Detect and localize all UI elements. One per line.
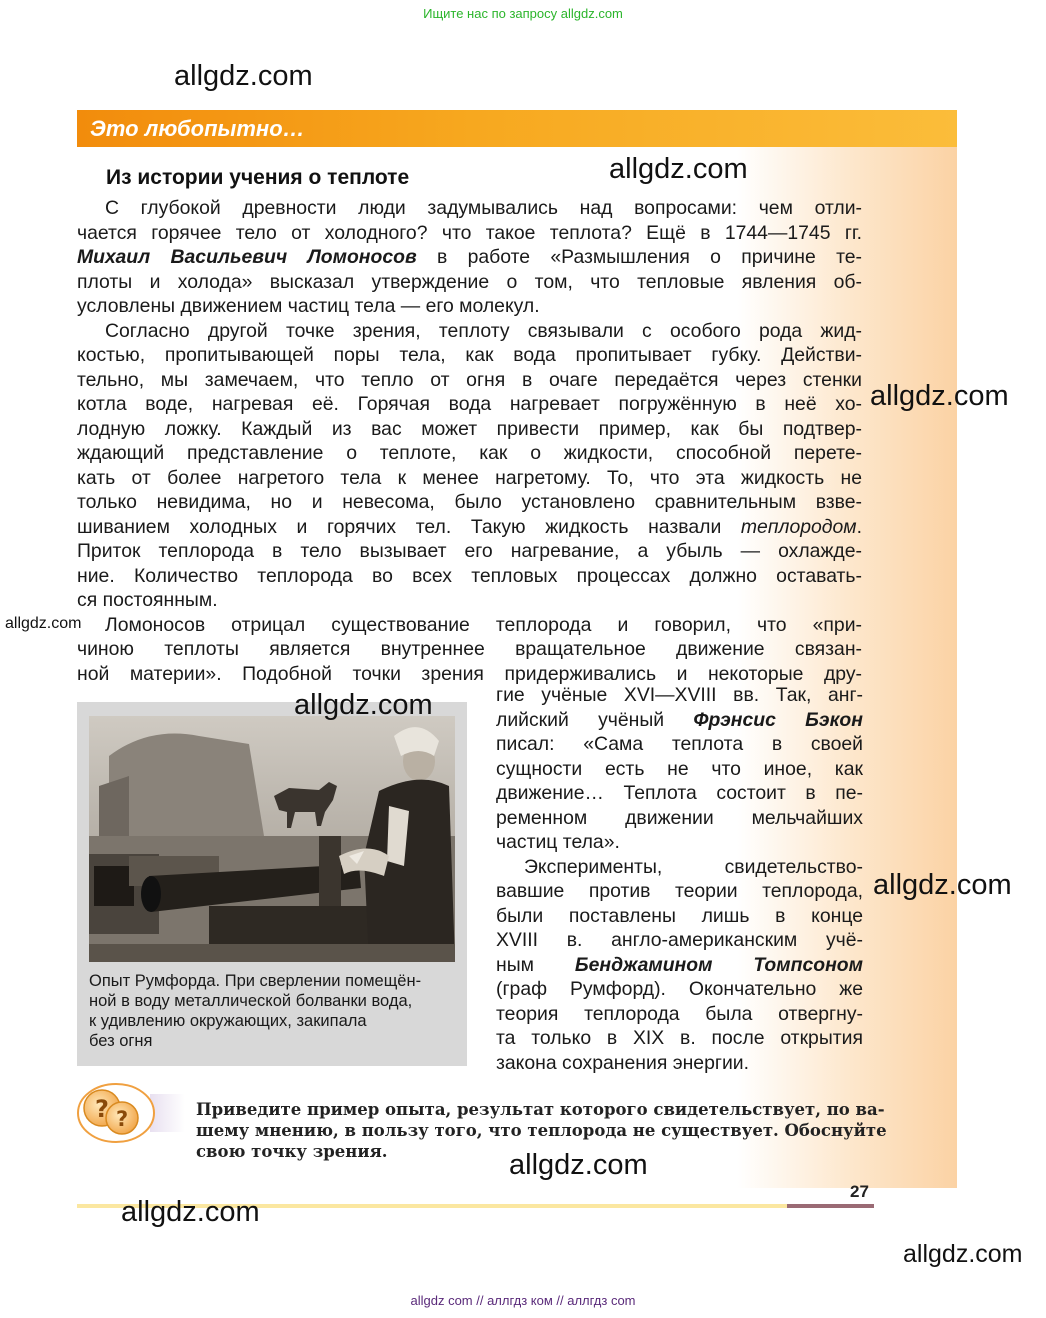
text-run: . xyxy=(856,515,862,538)
main-text xyxy=(77,196,862,686)
text-run: шиванием холодных и горячих тел. Такую жидкость назвали xyxy=(77,515,741,538)
text-run: лодную ложку. Каждый из вас может привести пример, как бы подтвер- xyxy=(77,417,862,440)
text-run: Эксперименты, свидетельство- xyxy=(524,855,863,878)
text-run: ся постоянным. xyxy=(77,589,218,611)
watermark: allgdz.com xyxy=(903,1240,1023,1268)
text-run: гие учёные XVI—XVIII вв. Так, анг- xyxy=(496,684,863,706)
text-run: Приток теплорода в тело вызывает его нагревание, а убыль — охлажде- xyxy=(77,540,862,562)
text-run: были поставлены лишь в конце xyxy=(496,904,863,927)
text-line xyxy=(496,830,863,855)
text-line xyxy=(496,855,863,880)
text-run: движение… Теплота состоит в пе- xyxy=(496,782,863,804)
text-line: Опыт Румфорда. При сверлении помещён- xyxy=(89,972,422,990)
text-line xyxy=(77,564,862,589)
text-run: сущности есть не что иное, как xyxy=(496,757,863,780)
bold-name: Михаил Васильевич Ломоносов xyxy=(77,246,417,268)
text-line: Приведите пример опыта, результат которого свидетельствует, по ва- xyxy=(196,1100,885,1119)
text-line xyxy=(77,490,862,515)
header-title: Это любопытно… xyxy=(90,116,305,141)
text-line xyxy=(496,1026,863,1051)
text-run: чается горячее тело от холодного? что такое теплота? Ещё в 1744—1745 гг. xyxy=(77,221,862,244)
text-line xyxy=(77,343,862,368)
text-line xyxy=(496,806,863,831)
text-line xyxy=(496,781,863,806)
text-run: Ломоносов отрицал существование теплорода и говорил, что «при- xyxy=(105,613,862,636)
text-run: в работе «Размышления о причине те- xyxy=(416,246,862,268)
text-run: плоты и холода» высказал утверждение о том, что тепловые явления об- xyxy=(77,270,862,293)
svg-text:?: ? xyxy=(116,1107,129,1131)
text-line: шему мнению, в пользу того, что теплорода не существует. Обоснуйте xyxy=(196,1121,887,1140)
text-line xyxy=(496,928,863,953)
text-line xyxy=(77,270,862,295)
text-run: та только в XIX в. после открытия xyxy=(496,1027,863,1049)
text-line xyxy=(77,613,862,638)
text-line xyxy=(77,392,862,417)
text-run: кать от более нагретого тела к менее нагретому. То, что эта жидкость не xyxy=(77,466,862,489)
text-run: писал: «Сама теплота в своей xyxy=(496,733,863,755)
text-run: вавшие против теории теплорода, xyxy=(496,880,863,902)
text-run: ным xyxy=(496,953,575,976)
text-run: лийский учёный xyxy=(496,708,694,731)
text-line xyxy=(496,683,863,708)
watermark: allgdz.com xyxy=(870,380,1009,412)
watermark: allgdz.com xyxy=(5,615,82,632)
text-line xyxy=(496,953,863,978)
text-run: теория теплорода была отвергну- xyxy=(496,1002,863,1025)
text-run: ременном движении мельчайших xyxy=(496,806,863,829)
text-run: XVIII в. англо-американским учё- xyxy=(496,929,863,951)
watermark: allgdz.com xyxy=(294,689,433,721)
text-run: закона сохранения энергии. xyxy=(496,1051,749,1074)
text-run: С глубокой древности люди задумывались над вопросами: чем отли- xyxy=(105,197,862,219)
text-line: ной в воду металлической болванки вода, xyxy=(89,992,413,1010)
text-line xyxy=(77,368,862,393)
text-run: ние. Количество теплорода во всех тепловых процессах должно оставать- xyxy=(77,564,862,587)
text-line xyxy=(496,879,863,904)
watermark: allgdz.com xyxy=(509,1149,648,1181)
text-line: свою точку зрения. xyxy=(196,1142,388,1161)
text-line xyxy=(77,417,862,442)
text-line xyxy=(496,1002,863,1027)
footer-line-accent xyxy=(787,1204,874,1208)
text-run: ждающий представление о теплоте, как о жидкости, способной перете- xyxy=(77,442,862,464)
top-banner: Ищите нас по запросу allgdz.com xyxy=(423,6,623,21)
bottom-banner: allgdz com // аллгдз ком // аллгдз com xyxy=(410,1293,636,1308)
text-run: только невидима, но и невесома, было установлено сравнительным взве- xyxy=(77,491,862,513)
text-line xyxy=(496,708,863,733)
text-line xyxy=(496,757,863,782)
text-line: к удивлению окружающих, закипала xyxy=(89,1012,367,1030)
text-line xyxy=(77,588,862,613)
text-line xyxy=(77,515,862,540)
svg-text:?: ? xyxy=(95,1095,109,1123)
text-line xyxy=(77,196,862,221)
watermark: allgdz.com xyxy=(174,60,313,92)
watermark: allgdz.com xyxy=(609,153,748,185)
bold-name: Фрэнсис Бэкон xyxy=(693,708,863,731)
text-line xyxy=(496,977,863,1002)
question-icon xyxy=(76,1082,158,1144)
text-line xyxy=(77,441,862,466)
text-run: котла воде, нагревая её. Горячая вода нагревает погружённую в неё хо- xyxy=(77,393,862,415)
text-run: Согласно другой точке зрения, теплоту связывали с особого рода жид- xyxy=(105,319,862,342)
text-line: без огня xyxy=(89,1032,153,1050)
text-run: тельно, мы замечаем, что тепло от огня в очаге передаётся через стенки xyxy=(77,368,862,391)
text-run: (граф Румфорд). Окончательно же xyxy=(496,978,863,1000)
rumford-experiment-illustration xyxy=(89,716,455,962)
text-run: ной материи». Подобной точки зрения придерживались и некоторые дру- xyxy=(77,662,862,685)
text-line xyxy=(77,539,862,564)
text-line xyxy=(77,294,862,319)
text-line xyxy=(77,319,862,344)
text-run: чиною теплоты является внутреннее вращательное движение связан- xyxy=(77,638,862,660)
text-line xyxy=(496,732,863,757)
watermark: allgdz.com xyxy=(121,1196,260,1228)
italic-term: теплородом xyxy=(740,515,857,538)
page-number: 27 xyxy=(850,1182,869,1201)
text-line xyxy=(496,904,863,929)
watermark: allgdz.com xyxy=(873,869,1012,901)
text-line xyxy=(77,466,862,491)
text-line xyxy=(77,637,862,662)
text-run: условлены движением частиц тела — его молекул. xyxy=(77,295,540,317)
text-run: частиц тела». xyxy=(496,831,620,853)
side-text xyxy=(496,683,863,1075)
text-line xyxy=(77,245,862,270)
text-run: костью, пропитывающей поры тела, как вода пропитывает губку. Действи- xyxy=(77,344,862,366)
bold-name: Бенджамином Томпсоном xyxy=(574,953,863,976)
section-title: Из истории учения о теплоте xyxy=(106,166,410,189)
text-line xyxy=(496,1051,863,1076)
figure-caption xyxy=(89,971,459,1051)
text-line xyxy=(77,221,862,246)
